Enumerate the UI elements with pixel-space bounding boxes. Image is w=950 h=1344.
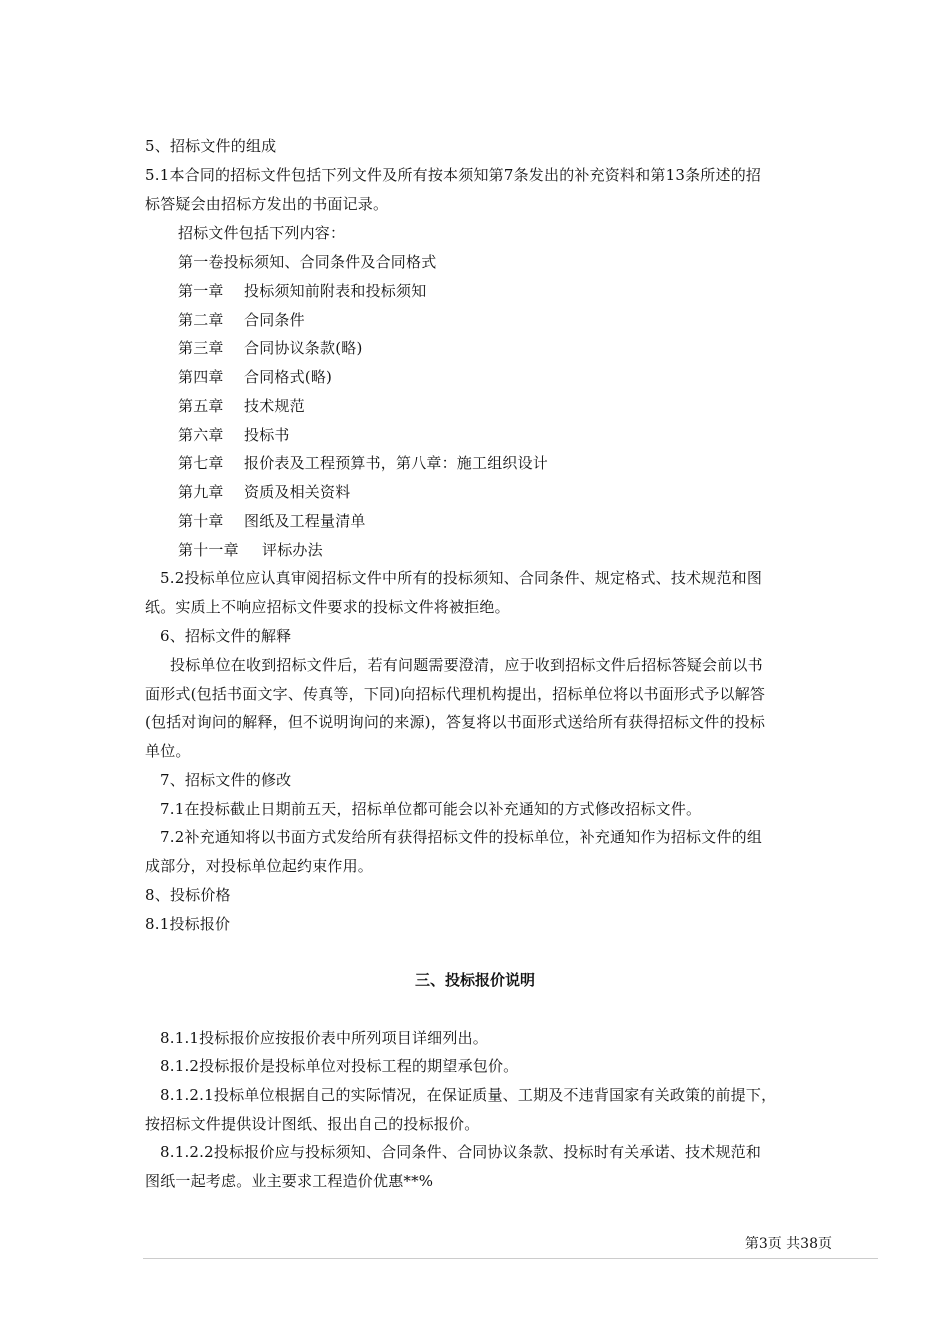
paragraph-8-1-2: 8.1.2投标报价是投标单位对投标工程的期望承包价。: [160, 1057, 519, 1075]
chapter-title: 报价表及工程预算书，第八章：施工组织设计: [244, 454, 549, 472]
chapter-title: 资质及相关资料: [244, 483, 351, 501]
paragraph-7-1: 7.1在投标截止日期前五天，招标单位都可能会以补充通知的方式修改招标文件。: [160, 800, 702, 818]
footer-divider: [143, 1258, 878, 1259]
chapter-item: [178, 453, 548, 473]
chapter-item: [178, 540, 323, 560]
section-7-title: 7、招标文件的修改: [160, 771, 292, 789]
chapter-number: 第六章: [178, 426, 224, 444]
chapter-item: [178, 338, 363, 358]
paragraph-8-1-2-1-line-2: 按招标文件提供设计图纸、报出自己的投标报价。: [145, 1115, 480, 1133]
section-6-line-4: 单位。: [145, 742, 191, 760]
paragraph-8-1-2-1-line-1: 8.1.2.1投标单位根据自己的实际情况，在保证质量、工期及不违背国家有关政策的前提下，: [160, 1086, 777, 1104]
chapter-item: [178, 396, 305, 416]
chapter-number: 第十章: [178, 512, 224, 530]
chapter-item: [178, 425, 290, 445]
paragraph-8-1-2-2-line-2: 图纸一起考虑。业主要求工程造价优惠**%: [145, 1172, 434, 1190]
paragraph-8-1-1: 8.1.1投标报价应按报价表中所列项目详细列出。: [160, 1029, 488, 1047]
chapter-title: 技术规范: [244, 397, 305, 415]
chapter-item: [178, 482, 350, 502]
chapter-item: [178, 511, 366, 531]
chapter-item: [178, 310, 305, 330]
chapter-number: 第四章: [178, 368, 224, 386]
paragraph-8-1: 8.1投标报价: [145, 915, 231, 933]
chapter-title: 合同协议条款(略): [244, 339, 363, 357]
paragraph-7-2-line-1: 7.2补充通知将以书面方式发给所有获得招标文件的投标单位，补充通知作为招标文件的组: [160, 828, 763, 846]
chapter-number: 第二章: [178, 311, 224, 329]
chapter-title: 评标办法: [262, 541, 323, 559]
chapter-number: 第十一章: [178, 541, 239, 559]
page-number: 第3页 共38页: [744, 1236, 832, 1252]
paragraph-5-1-line-1: 5.1本合同的招标文件包括下列文件及所有按本须知第7条发出的补充资料和第13条所述的招: [145, 166, 762, 184]
chapter-number: 第一章: [178, 282, 224, 300]
paragraph-8-1-2-2-line-1: 8.1.2.2投标报价应与投标须知、合同条件、合同协议条款、投标时有关承诺、技术规范和: [160, 1143, 762, 1161]
section-6-line-2: 面形式(包括书面文字、传真等，下同)向招标代理机构提出，招标单位将以书面形式予以解答: [145, 685, 766, 703]
paragraph-5-1-line-2: 标答疑会由招标方发出的书面记录。: [145, 195, 389, 213]
section-6-line-3: (包括对询问的解释，但不说明询问的来源)，答复将以书面形式送给所有获得招标文件的投标: [145, 713, 766, 731]
paragraph-5-2-line-1: 5.2投标单位应认真审阅招标文件中所有的投标须知、合同条件、规定格式、技术规范和图: [160, 569, 763, 587]
chapter-title: 合同格式(略): [244, 368, 333, 386]
chapter-number: 第三章: [178, 339, 224, 357]
section-8-title: 8、投标价格: [145, 886, 231, 904]
paragraph-5-2-line-2: 纸。实质上不响应招标文件要求的投标文件将被拒绝。: [145, 598, 510, 616]
chapter-number: 第九章: [178, 483, 224, 501]
section-6-title: 6、招标文件的解释: [160, 627, 292, 645]
chapter-title: 合同条件: [244, 311, 305, 329]
contents-intro: 招标文件包括下列内容：: [178, 224, 346, 242]
section-6-line-1: 投标单位在收到招标文件后，若有问题需要澄清，应于收到招标文件后招标答疑会前以书: [170, 656, 763, 674]
chapter-title: 图纸及工程量清单: [244, 512, 366, 530]
chapter-item: [178, 281, 426, 301]
chapter-number: 第五章: [178, 397, 224, 415]
chapter-number: 第七章: [178, 454, 224, 472]
section-heading: 三、投标报价说明: [414, 971, 535, 989]
chapter-item: [178, 367, 332, 387]
chapter-title: 投标须知前附表和投标须知: [244, 282, 427, 300]
paragraph-7-2-line-2: 成部分，对投标单位起约束作用。: [145, 857, 374, 875]
volume-1-title: 第一卷投标须知、合同条件及合同格式: [178, 253, 437, 271]
section-5-title: 5、招标文件的组成: [145, 137, 277, 155]
chapter-title: 投标书: [244, 426, 290, 444]
